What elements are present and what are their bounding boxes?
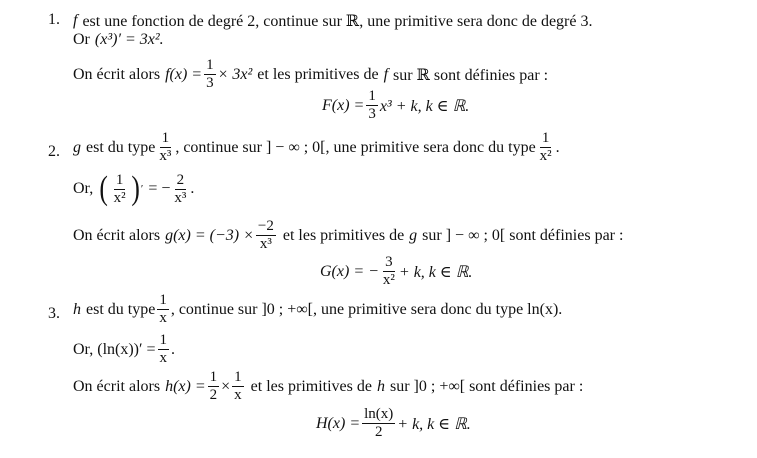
rewrite-suffix-end: sur ] − ∞ ; 0[ sont définies par : [422,226,624,244]
suffix-variable: g [409,226,418,244]
fraction [208,370,220,403]
fraction [158,333,170,366]
item-number: 3. [48,305,60,322]
rewrite-prefix: On écrit alors [73,65,161,83]
fraction [157,131,173,164]
intro-text: est du type [86,138,156,156]
fraction-denominator: x² [382,272,395,288]
rewrite-suffix: et les primitives de [257,65,379,83]
fraction [256,219,276,252]
item-intro [73,131,560,164]
fraction [381,255,397,288]
result-line [322,89,469,122]
fraction-numerator: −2 [257,218,274,234]
function-variable: h [73,300,81,318]
rewrite-line [73,219,623,252]
suffix-variable: f [383,65,389,83]
fraction-denominator: x [159,310,167,326]
function-variable: g [73,138,81,156]
fraction-denominator: x³ [159,148,172,164]
fraction-numerator: 1 [368,88,376,104]
rewrite-rest: × 3x² [217,65,253,83]
fraction [172,173,188,206]
derivative-prefix: Or, (ln(x))′ = [73,340,156,358]
fraction-numerator: 1 [206,57,214,73]
rewrite-suffix-end: sur ℝ sont définies par : [393,66,549,84]
fraction-denominator: x² [539,148,552,164]
derivative-line [73,31,164,49]
derivative-expr: (x³)′ = 3x². [94,31,164,48]
fraction [204,58,216,91]
fraction [538,131,554,164]
fraction-denominator: x [159,350,168,366]
suffix-variable: h [376,377,385,395]
derivative-end: . [190,180,195,197]
fraction [157,293,169,326]
fraction-numerator: 2 [176,171,185,188]
rewrite-suffix: et les primitives de [282,226,405,244]
result-line [316,407,471,440]
rewrite-suffix: et les primitives de [250,377,372,395]
result-line [320,255,472,288]
intro-text-mid: , continue sur ] − ∞ ; 0[, une primitive sera donc du type [175,138,536,156]
fraction-denominator: 3 [368,106,376,122]
rewrite-line [73,370,583,403]
fraction [366,89,378,122]
derivative-prefix: Or, [73,180,94,197]
fraction-denominator: 3 [206,75,214,91]
derivative-line: Or, ( $\frac{1}{\text{x²}}$ ) ′ = − $\frac{2}{\text{x³}}$ . [73,170,195,207]
fraction [362,407,395,440]
intro-text: est du type [86,300,156,318]
fraction-numerator: 1 [161,130,170,146]
fraction [112,173,128,206]
result-rest: + k, k ∈ ℝ. [398,263,473,281]
rewrite-lhs: g(x) = (−3) × [165,226,254,244]
item-number: 1. [48,11,60,28]
fraction-numerator: 1 [209,369,218,385]
rewrite-prefix: On écrit alors [73,226,161,244]
result-rest: + k, k ∈ ℝ. [397,415,471,433]
rewrite-prefix: On écrit alors [73,377,161,395]
function-variable: f [73,12,78,29]
fraction-numerator: 1 [234,369,242,385]
fraction-denominator: x³ [174,189,187,206]
rewrite-lhs: h(x) = [165,377,206,395]
fraction-denominator: 2 [374,424,383,440]
equals-sign: = − [148,180,171,197]
item-intro [73,293,562,326]
fraction-numerator: ln(x) [364,406,394,422]
derivative-line [73,333,175,366]
derivative-prefix: Or [73,31,90,48]
fraction-numerator: 1 [159,332,168,348]
result-lhs: G(x) = − [320,262,379,280]
right-paren: ) [130,170,140,207]
fraction-numerator: 1 [159,292,167,308]
intro-end: . [555,138,560,156]
rewrite-lhs: f(x) = [165,65,203,83]
times-sign: × [221,377,231,395]
intro-text: est une fonction de degré 2, continue sur ℝ, une primitive sera donc de degré 3. [82,13,593,30]
result-rest: x³ + k, k ∈ ℝ. [379,97,470,115]
derivative-end: . [171,340,176,358]
result-lhs: F(x) = [322,96,365,114]
fraction-numerator: 1 [115,171,124,188]
rewrite-suffix-end: sur ]0 ; +∞[ sont définies par : [389,377,584,395]
result-lhs: H(x) = [316,414,361,432]
fraction-denominator: x² [113,189,126,206]
left-paren: ( [99,170,109,207]
fraction [232,370,244,403]
intro-text-mid: , continue sur ]0 ; +∞[, une primitive sera donc du type ln(x). [170,300,563,318]
fraction-denominator: x³ [259,236,272,252]
fraction-denominator: x [234,387,242,403]
fraction-numerator: 3 [385,254,393,270]
rewrite-line [73,58,548,91]
item-intro [73,11,592,31]
item-number: 2. [48,143,60,160]
fraction-numerator: 1 [541,130,550,146]
fraction-denominator: 2 [209,387,218,403]
